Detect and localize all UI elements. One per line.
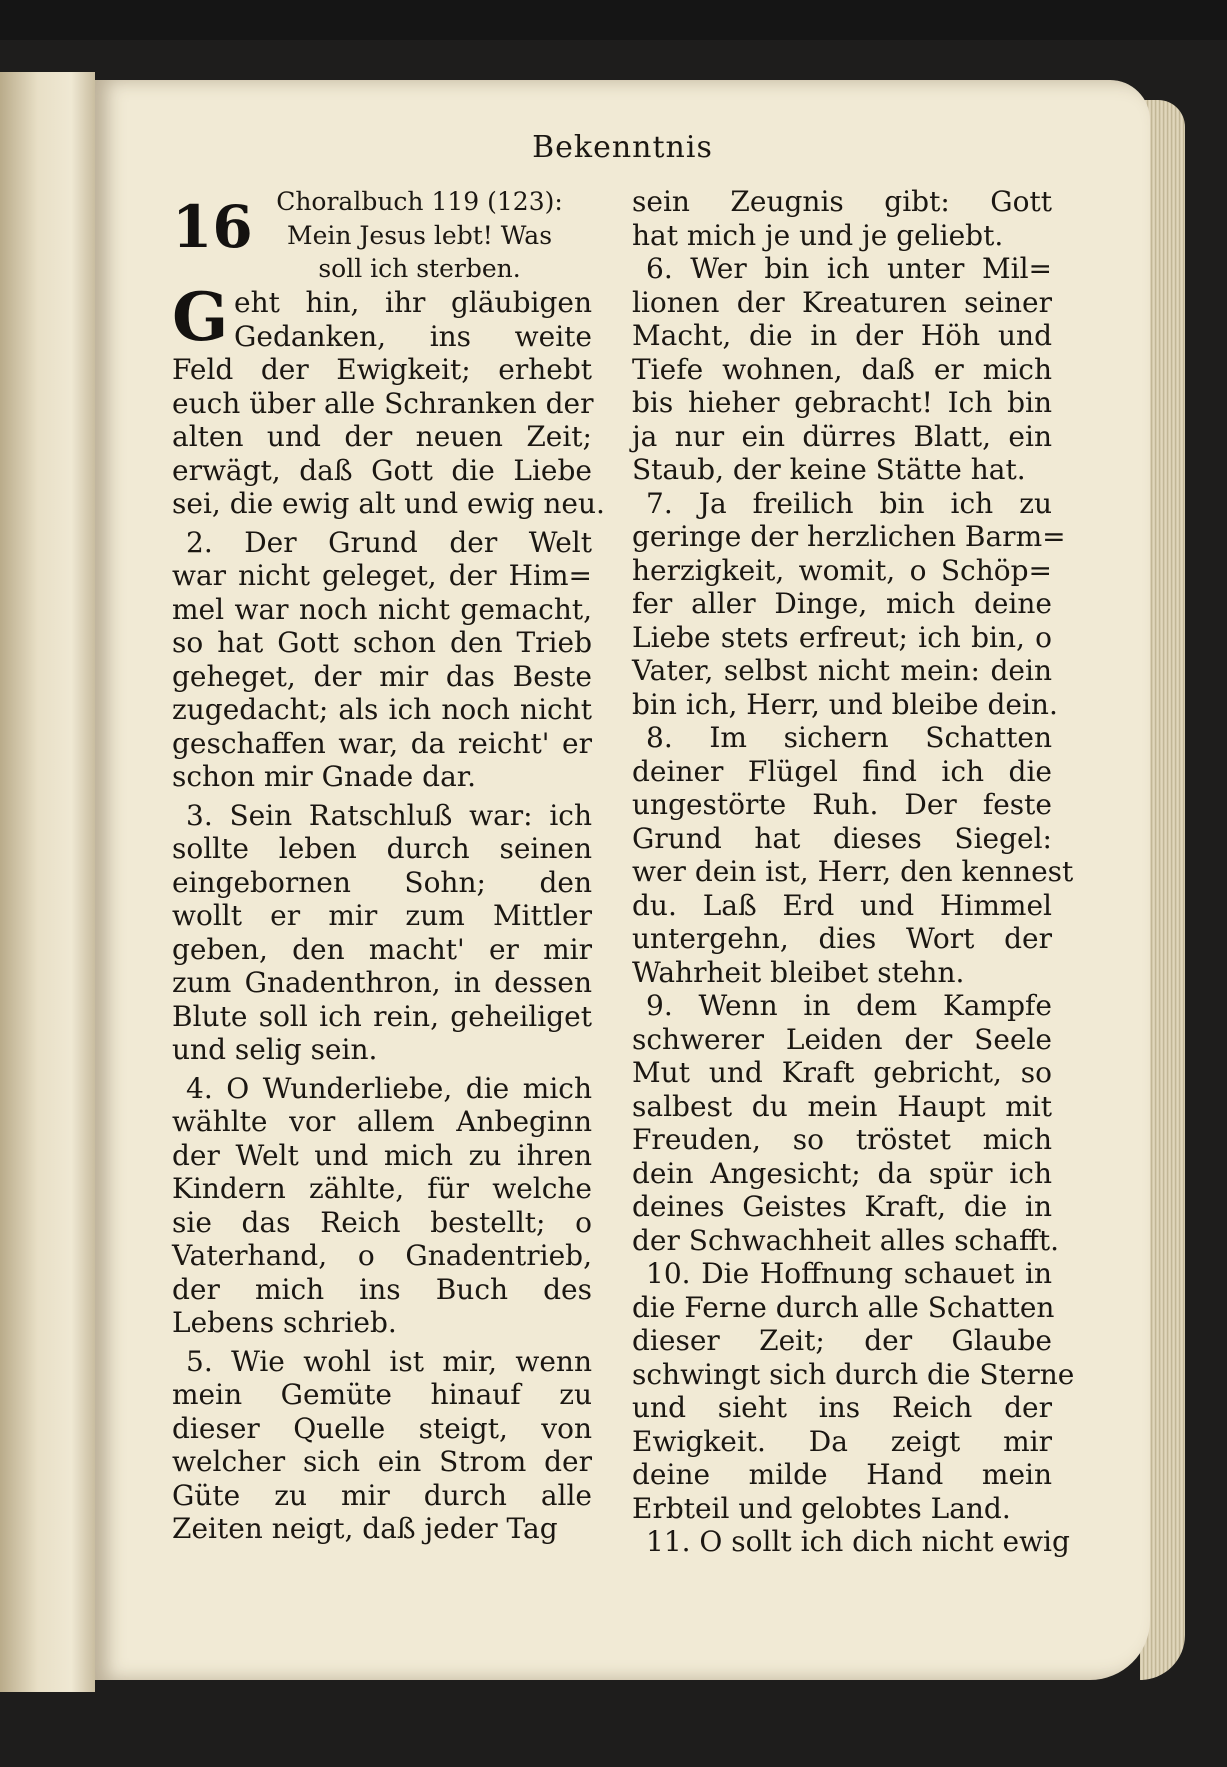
text-line: Macht, die in der Höh und [632,319,1052,352]
text-line: bin ich, Herr, und bleibe dein. [632,687,1058,721]
text-line: welcher sich ein Strom der [172,1445,592,1478]
text-line: mein Gemüte hinauf zu [172,1378,592,1411]
text-line: salbest du mein Haupt mit [632,1089,1052,1123]
text-line: 7. Ja freilich bin ich zu [646,486,1052,520]
text-line: geheget, der mir das Beste [172,659,592,693]
text-line: Zeiten neigt, daß jeder Tag [172,1512,558,1545]
text-line: und sieht ins Reich der [632,1391,1052,1424]
text-line: dein Angesicht; da spür ich [632,1156,1052,1190]
text-line: 4. O Wunderliebe, die mich [186,1071,592,1105]
left-column [172,185,605,1546]
text-line: schwingt sich durch die Sterne [632,1357,1075,1391]
text-line: zum Gnadenthron, in dessen [172,966,592,999]
text-line: Erbteil und gelobtes Land. [632,1491,1011,1525]
text-line: erwägt, daß Gott die Liebe [172,453,592,487]
text-line: eingebornen Sohn; den [172,865,592,899]
text-line: geben, den macht' er mir [172,932,592,966]
text-line: Grund hat dieses Siegel: [632,821,1052,855]
text-line: eht hin, ihr gläubigen [234,286,592,319]
text-line: geschaffen war, da reicht' er [172,726,592,760]
text-line: schwerer Leiden der Seele [632,1022,1052,1056]
text-line: 3. Sein Ratschluß war: ich [186,798,592,832]
text-line: ungestörte Ruh. Der feste [632,788,1052,821]
text-line: wer dein ist, Herr, den kennest [632,855,1074,888]
hymn-melody-reference [242,185,597,286]
text-line: Ewigkeit. Da zeigt mir [632,1424,1052,1458]
hymn-number: 16 [172,193,253,261]
melody-line-2: soll ich sterben. [318,254,521,283]
hymn-header [172,185,592,286]
text-line: 5. Wie wohl ist mir, wenn [186,1344,592,1378]
right-column-lines [632,185,1075,1559]
text-line: der mich ins Buch des [172,1272,592,1306]
text-line: fer aller Dinge, mich deine [632,587,1052,620]
text-line: sein Zeugnis gibt: Gott [632,185,1052,218]
text-line: und selig sein. [172,1033,378,1066]
text-line: deiner Flügel find ich die [632,754,1052,788]
text-line: Wahrheit bleibet stehn. [632,955,965,989]
text-line: Freuden, so tröstet mich [632,1123,1052,1156]
text-line: 11. O sollt ich dich nicht ewig [646,1525,1070,1558]
text-line: dieser Zeit; der Glaube [632,1324,1052,1357]
text-line: Mut und Kraft gebricht, so [632,1056,1052,1089]
text-line: hat mich je und je geliebt. [632,218,1004,252]
text-line: lionen der Kreaturen seiner [632,285,1052,319]
text-line: zugedacht; als ich noch nicht [172,693,592,726]
text-line: Gedanken, ins weite [234,319,592,353]
text-line: Güte zu mir durch alle [172,1478,592,1512]
text-line: 10. Die Hoffnung schauet in [646,1257,1052,1290]
text-line: Liebe stets erfreut; ich bin, o [632,620,1052,654]
melody-line-1: Mein Jesus lebt! Was [286,220,553,250]
text-line: Tiefe wohnen, daß er mich [632,352,1052,386]
book-page [95,80,1150,1680]
text-line: der Welt und mich zu ihren [172,1138,592,1172]
text-line: wollt er mir zum Mittler [172,899,592,932]
text-line: Feld der Ewigkeit; erhebt [172,353,592,386]
text-line: Lebens schrieb. [172,1306,397,1339]
text-line: bis hieher gebracht! Ich bin [632,386,1052,419]
text-line: du. Laß Erd und Himmel [632,888,1052,922]
text-line: sei, die ewig alt und ewig neu. [172,487,605,520]
text-line: geringe der herzlichen Barm= [632,520,1066,553]
text-line: Vater, selbst nicht mein: dein [632,654,1052,687]
text-line: ja nur ein dürres Blatt, ein [632,419,1052,453]
text-line: deine milde Hand mein [632,1458,1052,1491]
text-line: 6. Wer bin ich unter Mil= [646,252,1052,285]
left-column-lines [172,286,605,1546]
text-line: die Ferne durch alle Schatten [632,1290,1055,1324]
choral-reference: Choralbuch 119 (123): [276,187,563,216]
text-line: 9. Wenn in dem Kampfe [646,989,1052,1022]
text-line: Kindern zählte, für welche [172,1172,592,1205]
running-head: Bekenntnis [532,130,713,165]
text-line: sie das Reich bestellt; o [172,1205,592,1239]
left-page-edge [0,72,95,1692]
text-line: war nicht geleget, der Him= [172,559,592,592]
text-line: euch über alle Schranken der [172,386,594,420]
text-line: alten und der neuen Zeit; [172,420,592,453]
text-line: deines Geistes Kraft, die in [632,1190,1052,1223]
text-line: Vaterhand, o Gnadentrieb, [172,1239,592,1272]
text-line: Staub, der keine Stätte hat. [632,453,1026,486]
text-line: Blute soll ich rein, geheiliget [172,999,592,1033]
text-line: sollte leben durch seinen [172,832,592,865]
text-line: 2. Der Grund der Welt [186,525,592,559]
text-line: schon mir Gnade dar. [172,760,476,793]
text-line: wählte vor allem Anbeginn [172,1105,592,1138]
right-column [632,185,1075,1559]
text-line: so hat Gott schon den Trieb [172,626,592,659]
text-line: untergehn, dies Wort der [632,922,1052,955]
text-line: herzigkeit, womit, o Schöp= [632,553,1052,587]
text-line: mel war noch nicht gemacht, [172,592,592,626]
text-line: der Schwachheit alles schafft. [632,1223,1060,1257]
drop-cap: G [172,278,229,356]
text-line: dieser Quelle steigt, von [172,1411,592,1445]
first-stanza [172,278,605,1546]
text-line: 8. Im sichern Schatten [646,721,1052,754]
